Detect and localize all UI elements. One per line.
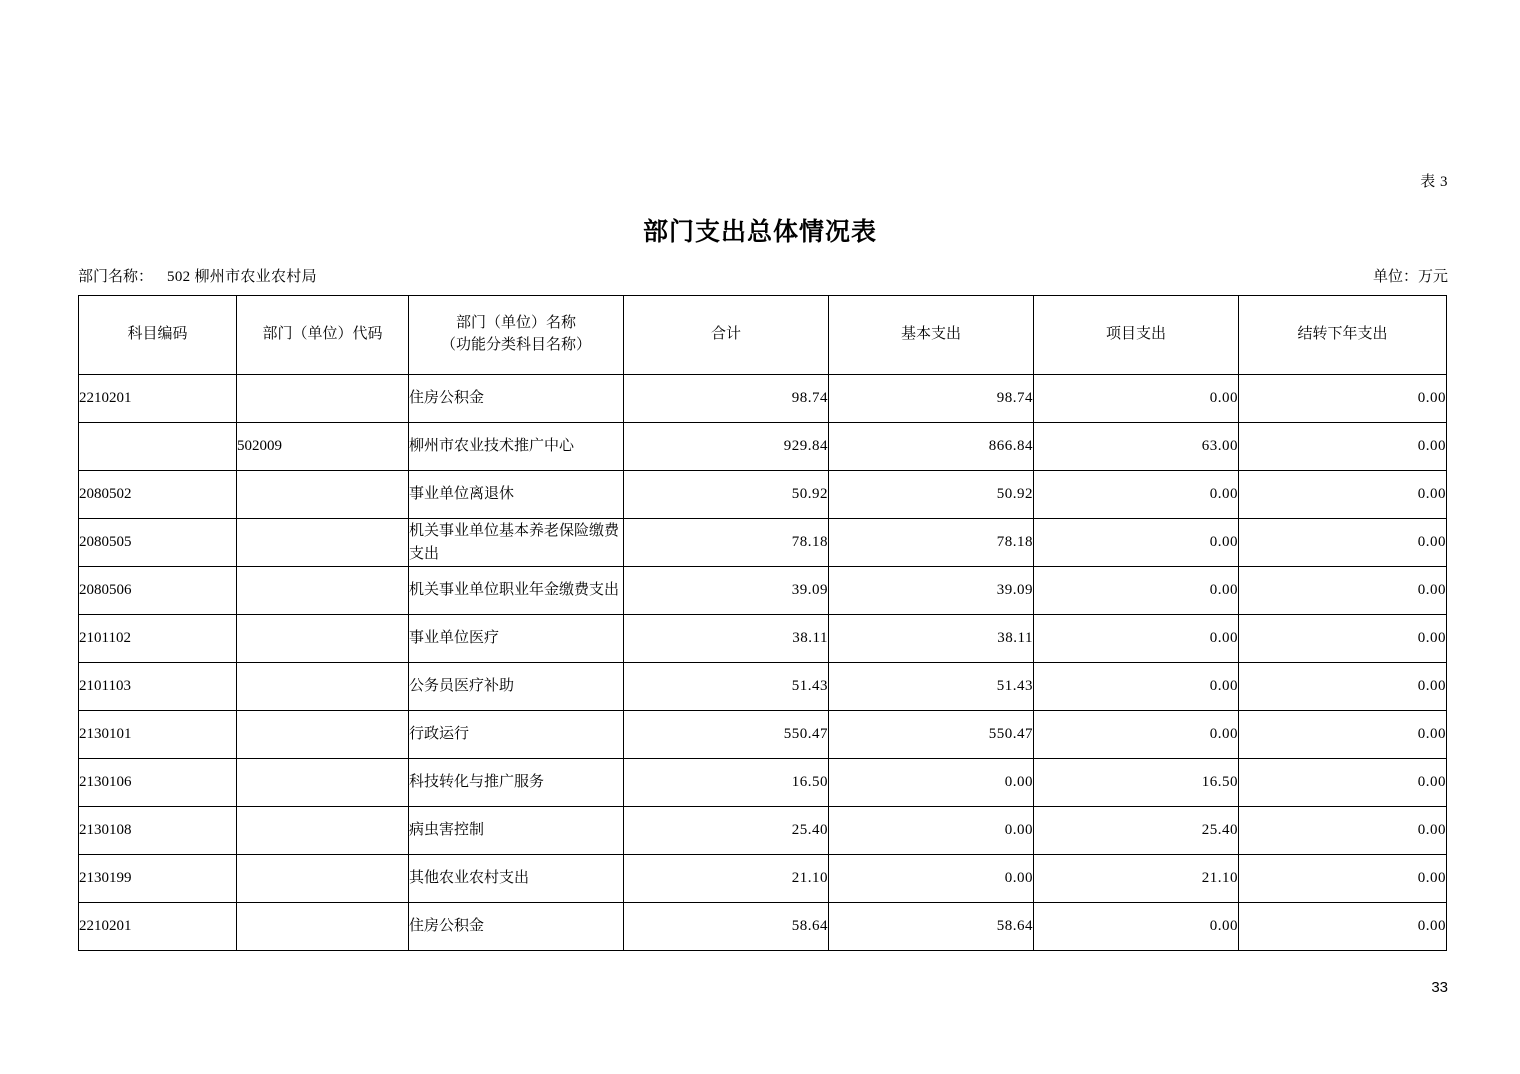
cell-basic: 0.00 <box>829 807 1034 855</box>
cell-carryover: 0.00 <box>1239 567 1447 615</box>
cell-total: 21.10 <box>624 855 829 903</box>
cell-total: 58.64 <box>624 903 829 951</box>
cell-basic: 0.00 <box>829 855 1034 903</box>
cell-total: 929.84 <box>624 423 829 471</box>
cell-unit-name: 病虫害控制 <box>409 807 624 855</box>
cell-subject-code: 2130101 <box>79 711 237 759</box>
header-subject-code: 科目编码 <box>79 296 237 375</box>
cell-project: 16.50 <box>1034 759 1239 807</box>
table-row <box>79 423 1447 471</box>
cell-unit-code <box>237 615 409 663</box>
cell-unit-name: 公务员医疗补助 <box>409 663 624 711</box>
cell-carryover: 0.00 <box>1239 423 1447 471</box>
table-label: 表 3 <box>1420 174 1448 190</box>
cell-total: 38.11 <box>624 615 829 663</box>
cell-unit-name: 机关事业单位基本养老保险缴费支出 <box>409 519 624 567</box>
meta-row <box>78 265 1448 285</box>
cell-carryover: 0.00 <box>1239 471 1447 519</box>
cell-subject-code: 2080506 <box>79 567 237 615</box>
cell-carryover: 0.00 <box>1239 615 1447 663</box>
cell-basic: 866.84 <box>829 423 1034 471</box>
cell-unit-name: 柳州市农业技术推广中心 <box>409 423 624 471</box>
cell-unit-name: 其他农业农村支出 <box>409 855 624 903</box>
cell-project: 0.00 <box>1034 567 1239 615</box>
cell-project: 0.00 <box>1034 903 1239 951</box>
cell-unit-code <box>237 663 409 711</box>
cell-carryover: 0.00 <box>1239 375 1447 423</box>
cell-basic: 50.92 <box>829 471 1034 519</box>
cell-project: 0.00 <box>1034 471 1239 519</box>
header-unit-code: 部门（单位）代码 <box>237 296 409 375</box>
cell-project: 63.00 <box>1034 423 1239 471</box>
header-total: 合计 <box>624 296 829 375</box>
cell-basic: 78.18 <box>829 519 1034 567</box>
cell-basic: 51.43 <box>829 663 1034 711</box>
cell-project: 21.10 <box>1034 855 1239 903</box>
cell-total: 39.09 <box>624 567 829 615</box>
cell-unit-name: 住房公积金 <box>409 903 624 951</box>
cell-unit-code <box>237 759 409 807</box>
unit-note: 单位：万元 <box>1372 269 1448 285</box>
table-row <box>79 615 1447 663</box>
cell-unit-code <box>237 567 409 615</box>
table-row <box>79 711 1447 759</box>
cell-project: 0.00 <box>1034 519 1239 567</box>
cell-subject-code: 2210201 <box>79 375 237 423</box>
cell-unit-code <box>237 855 409 903</box>
cell-unit-name: 事业单位离退休 <box>409 471 624 519</box>
department-label: 部门名称： <box>78 269 154 285</box>
cell-unit-code: 502009 <box>237 423 409 471</box>
cell-unit-code <box>237 471 409 519</box>
cell-unit-code <box>237 375 409 423</box>
table-row <box>79 759 1447 807</box>
cell-subject-code <box>79 423 237 471</box>
cell-project: 0.00 <box>1034 375 1239 423</box>
table-row <box>79 663 1447 711</box>
cell-subject-code: 2130199 <box>79 855 237 903</box>
cell-unit-name: 行政运行 <box>409 711 624 759</box>
cell-carryover: 0.00 <box>1239 519 1447 567</box>
cell-unit-code <box>237 807 409 855</box>
page-number: 33 <box>1431 979 1448 996</box>
cell-carryover: 0.00 <box>1239 855 1447 903</box>
table-row <box>79 903 1447 951</box>
cell-unit-code <box>237 711 409 759</box>
cell-unit-code <box>237 519 409 567</box>
cell-subject-code: 2080505 <box>79 519 237 567</box>
cell-carryover: 0.00 <box>1239 903 1447 951</box>
table-row <box>79 807 1447 855</box>
cell-total: 78.18 <box>624 519 829 567</box>
header-basic: 基本支出 <box>829 296 1034 375</box>
page-title: 部门支出总体情况表 <box>642 218 877 246</box>
table-body <box>79 375 1447 951</box>
header-unit-name-line2: （功能分类科目名称） <box>440 337 591 353</box>
cell-subject-code: 2101103 <box>79 663 237 711</box>
cell-project: 0.00 <box>1034 711 1239 759</box>
cell-basic: 98.74 <box>829 375 1034 423</box>
table-row <box>79 567 1447 615</box>
cell-unit-name: 机关事业单位职业年金缴费支出 <box>409 567 624 615</box>
table-row <box>79 375 1447 423</box>
cell-subject-code: 2130106 <box>79 759 237 807</box>
header-project: 项目支出 <box>1034 296 1239 375</box>
cell-total: 550.47 <box>624 711 829 759</box>
cell-total: 16.50 <box>624 759 829 807</box>
department-name: 502 柳州市农业农村局 <box>167 269 317 285</box>
table-row <box>79 519 1447 567</box>
table-row <box>79 855 1447 903</box>
cell-project: 25.40 <box>1034 807 1239 855</box>
cell-basic: 0.00 <box>829 759 1034 807</box>
cell-subject-code: 2101102 <box>79 615 237 663</box>
cell-total: 50.92 <box>624 471 829 519</box>
table-row <box>79 471 1447 519</box>
header-unit-name <box>409 296 624 375</box>
cell-total: 98.74 <box>624 375 829 423</box>
expenditure-table <box>78 295 1447 951</box>
cell-carryover: 0.00 <box>1239 807 1447 855</box>
cell-unit-name: 事业单位医疗 <box>409 615 624 663</box>
header-carryover: 结转下年支出 <box>1239 296 1447 375</box>
cell-basic: 58.64 <box>829 903 1034 951</box>
table-header-row <box>79 296 1447 375</box>
cell-project: 0.00 <box>1034 663 1239 711</box>
cell-subject-code: 2130108 <box>79 807 237 855</box>
cell-subject-code: 2080502 <box>79 471 237 519</box>
cell-total: 51.43 <box>624 663 829 711</box>
header-unit-name-line1: 部门（单位）名称 <box>455 315 576 332</box>
cell-carryover: 0.00 <box>1239 663 1447 711</box>
department-meta <box>78 265 317 286</box>
cell-project: 0.00 <box>1034 615 1239 663</box>
cell-unit-name: 科技转化与推广服务 <box>409 759 624 807</box>
cell-total: 25.40 <box>624 807 829 855</box>
cell-subject-code: 2210201 <box>79 903 237 951</box>
cell-carryover: 0.00 <box>1239 759 1447 807</box>
cell-basic: 39.09 <box>829 567 1034 615</box>
cell-basic: 38.11 <box>829 615 1034 663</box>
cell-basic: 550.47 <box>829 711 1034 759</box>
cell-unit-name: 住房公积金 <box>409 375 624 423</box>
cell-unit-code <box>237 903 409 951</box>
cell-carryover: 0.00 <box>1239 711 1447 759</box>
